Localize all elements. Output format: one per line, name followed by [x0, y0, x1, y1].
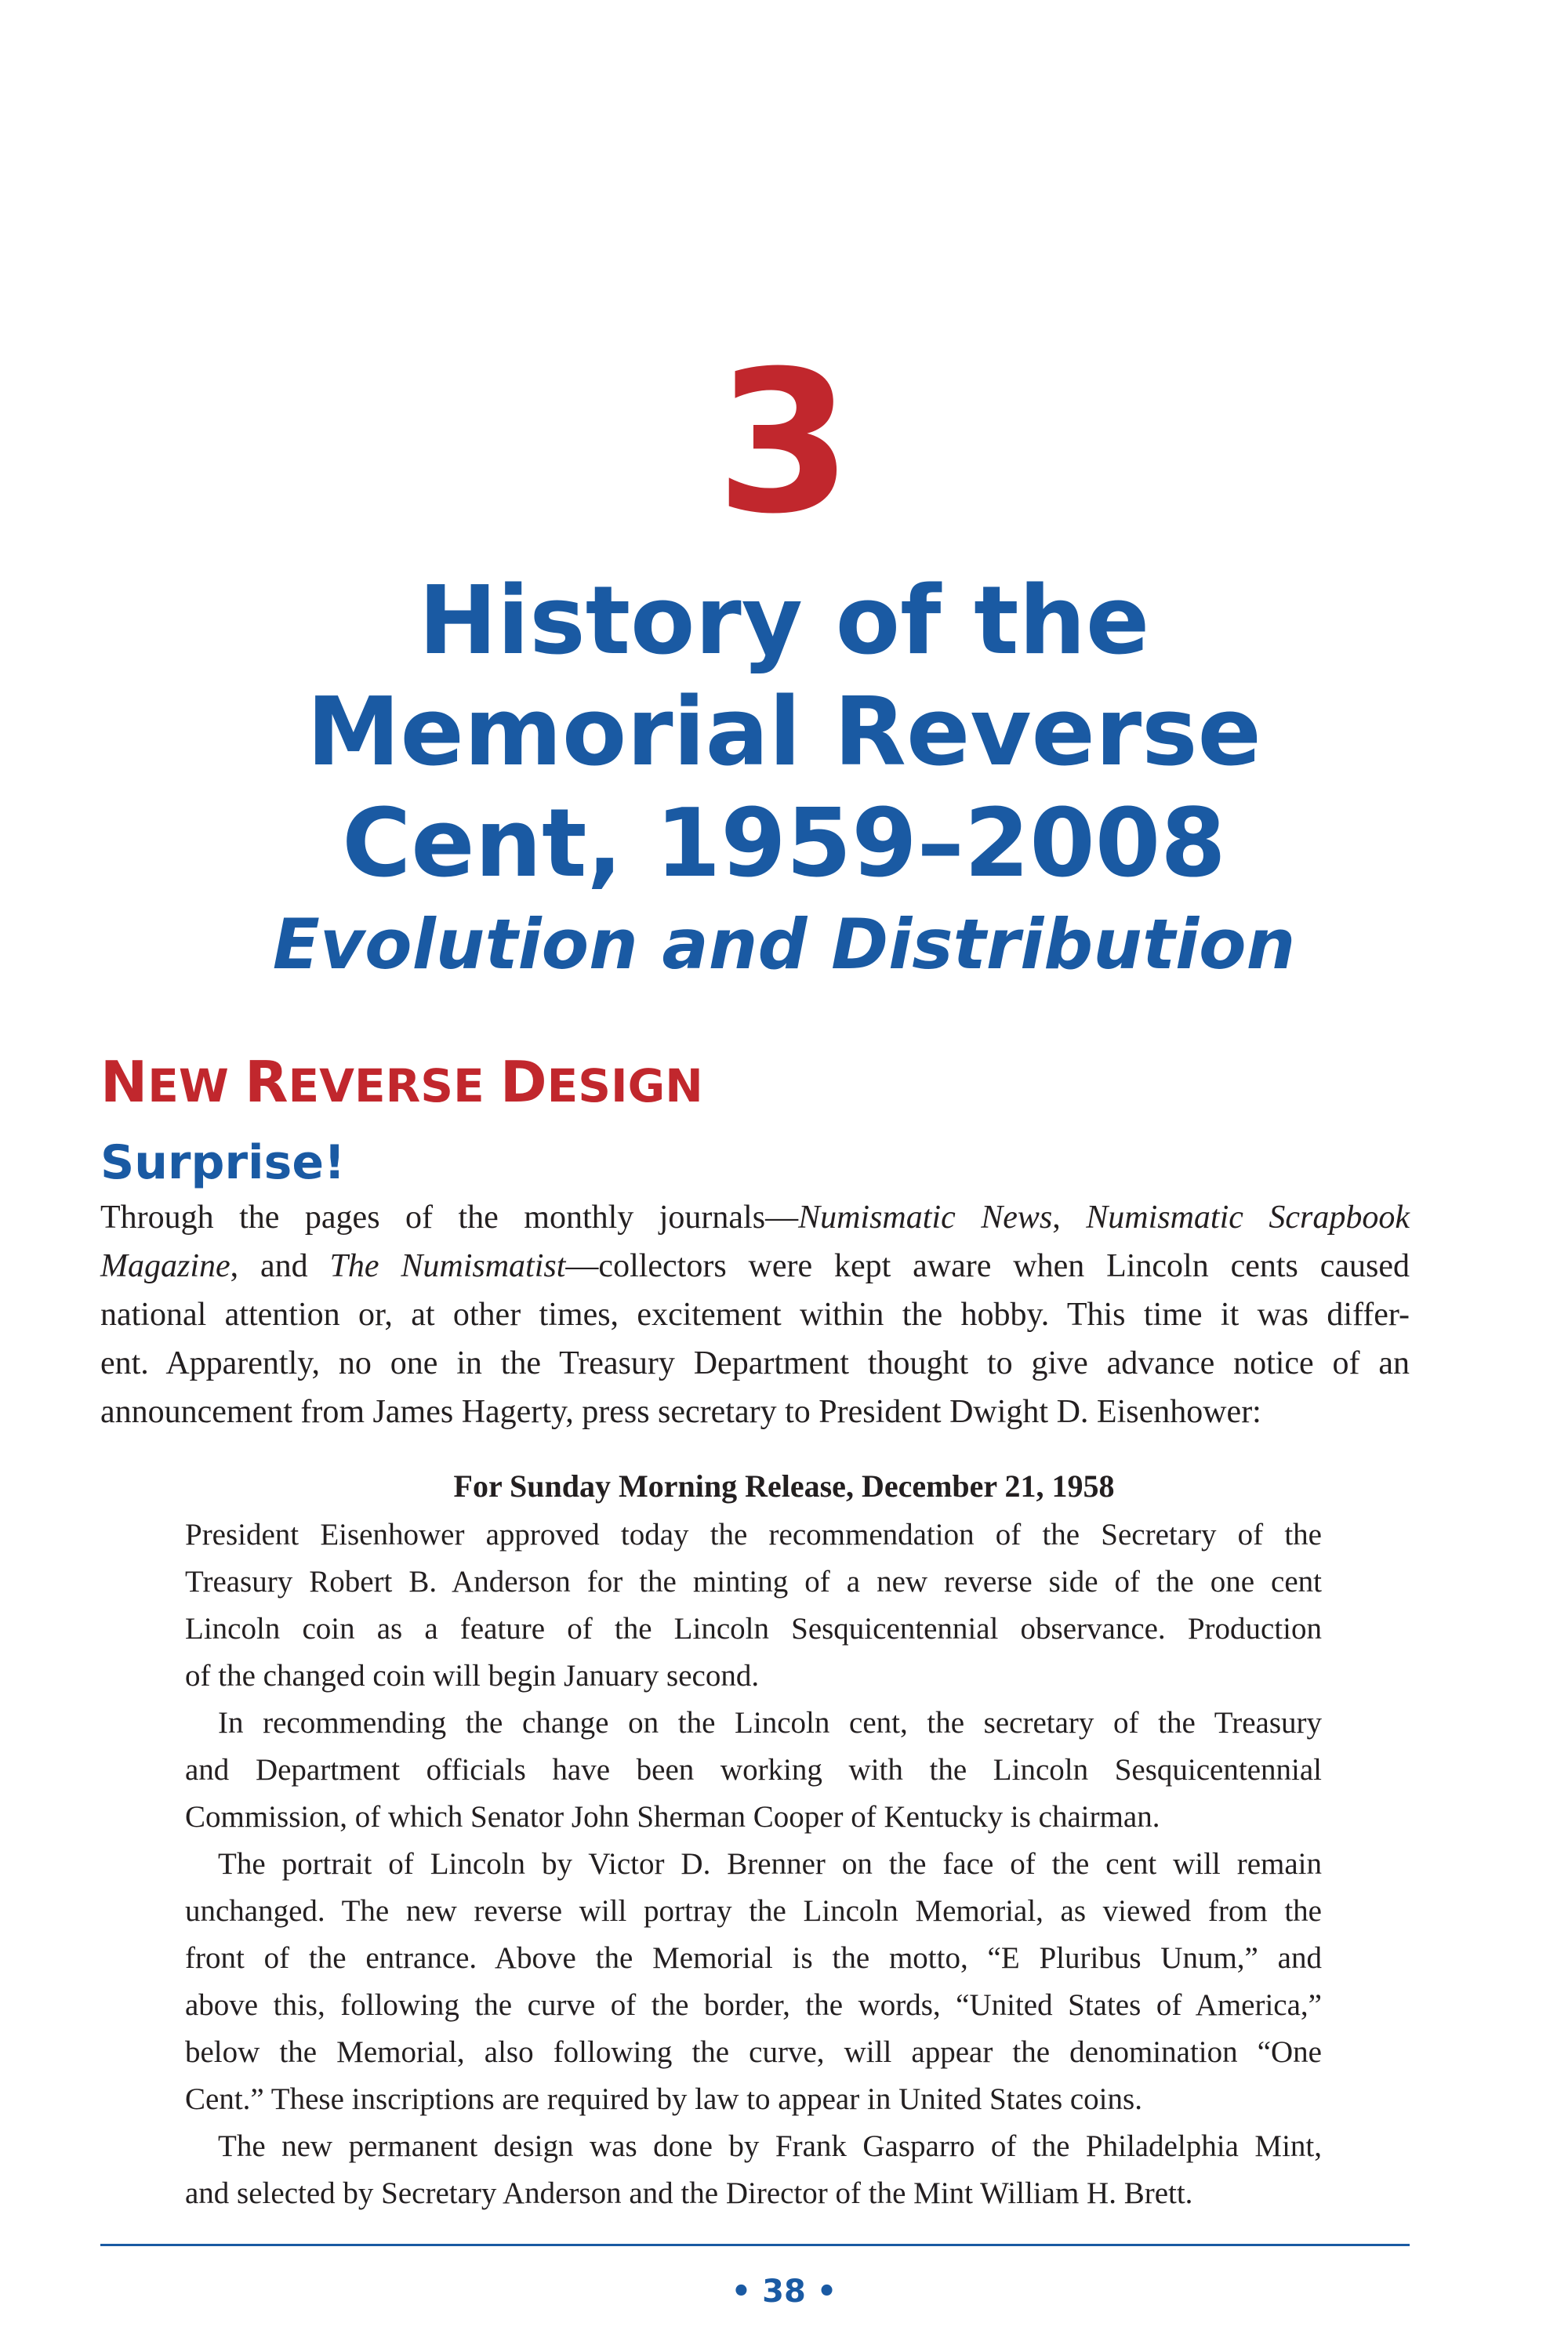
quote-line: The portrait of Lincoln by Victor D. Brenner on the face of the cent will remain	[218, 1847, 1322, 1881]
text-run: national attention or, at other times, excitement within the hobby. This time it was differ-	[100, 1297, 1410, 1333]
text-run: Through the pages of the monthly journals—	[100, 1200, 799, 1236]
quote-line: above this, following the curve of the border, the words, “United States of America,”	[185, 1988, 1322, 2022]
section-heading-part: D	[499, 1049, 547, 1115]
section-heading-part: EVERSE	[288, 1059, 500, 1112]
chapter-title-line: Cent, 1959–2008	[342, 789, 1226, 898]
section-heading-part: ESIGN	[546, 1059, 703, 1112]
section-heading	[100, 1047, 703, 1121]
chapter-title	[0, 566, 1568, 900]
paragraph-line	[100, 1193, 1410, 1242]
quote-line: President Eisenhower approved today the recommendation of the Secretary of the	[185, 1518, 1322, 1552]
text-run: ent. Apparently, no one in the Treasury Department thought to give advance notice of an	[100, 1345, 1410, 1381]
section-heading-part: EW	[147, 1059, 245, 1112]
text-run: , and	[230, 1248, 330, 1284]
text-run: announcement from James Hagerty, press secretary to President Dwight D. Eisenhower:	[100, 1394, 1261, 1430]
quote-line: front of the entrance. Above the Memorial is the motto, “E Pluribus Unum,” and	[185, 1941, 1322, 1975]
text-run: —collectors were kept aware when Lincoln cents caused	[565, 1248, 1410, 1284]
journal-title: Numismatic Scrapbook	[1086, 1200, 1410, 1236]
intro-paragraph	[100, 1193, 1410, 1436]
journal-title: The Numismatist	[329, 1248, 566, 1284]
quote-line: and selected by Secretary Anderson and the Director of the Mint William H. Brett.	[185, 2176, 1193, 2210]
journal-title: Magazine	[100, 1248, 230, 1284]
quote-line: Lincoln coin as a feature of the Lincoln Sesquicentennial observance. Production	[185, 1612, 1322, 1646]
page-number: • 38 •	[731, 2274, 837, 2310]
subsection-heading: Surprise!	[100, 1135, 346, 1190]
quote-line: Treasury Robert B. Anderson for the minting of a new reverse side of the one cent	[185, 1565, 1322, 1599]
paragraph-line	[100, 1242, 1410, 1290]
quote-line: of the changed coin will begin January second.	[185, 1659, 760, 1693]
journal-title: Numismatic News	[798, 1200, 1053, 1236]
quote-line: Commission, of which Senator John Sherman Cooper of Kentucky is chairman.	[185, 1800, 1160, 1834]
paragraph-line	[100, 1339, 1410, 1388]
quote-line: below the Memorial, also following the curve, will appear the denomination “One	[185, 2035, 1322, 2069]
quote-line: In recommending the change on the Lincoln cent, the secretary of the Treasury	[218, 1706, 1322, 1740]
quote-line: Cent.” These inscriptions are required by law to appear in United States coins.	[185, 2082, 1142, 2116]
quote-line: unchanged. The new reverse will portray the Lincoln Memorial, as viewed from the	[185, 1894, 1322, 1928]
chapter-subtitle: Evolution and Distribution	[272, 904, 1296, 985]
chapter-number: 3	[716, 328, 852, 557]
chapter-title-line: History of the	[418, 567, 1150, 676]
chapter-title-line: Memorial Reverse	[307, 678, 1261, 787]
quote-line: The new permanent design was done by Frank Gasparro of the Philadelphia Mint,	[218, 2129, 1322, 2163]
section-heading-part: R	[245, 1049, 289, 1115]
paragraph-line	[100, 1290, 1410, 1339]
paragraph-line	[100, 1388, 1410, 1436]
press-release-quote	[185, 1512, 1322, 2217]
text-run: ,	[1052, 1200, 1087, 1236]
section-heading-part: N	[100, 1049, 148, 1115]
quote-line: and Department officials have been working with the Lincoln Sesquicentennial	[185, 1753, 1322, 1787]
release-heading: For Sunday Morning Release, December 21, 1958	[453, 1468, 1115, 1504]
footer-rule	[100, 2244, 1410, 2246]
